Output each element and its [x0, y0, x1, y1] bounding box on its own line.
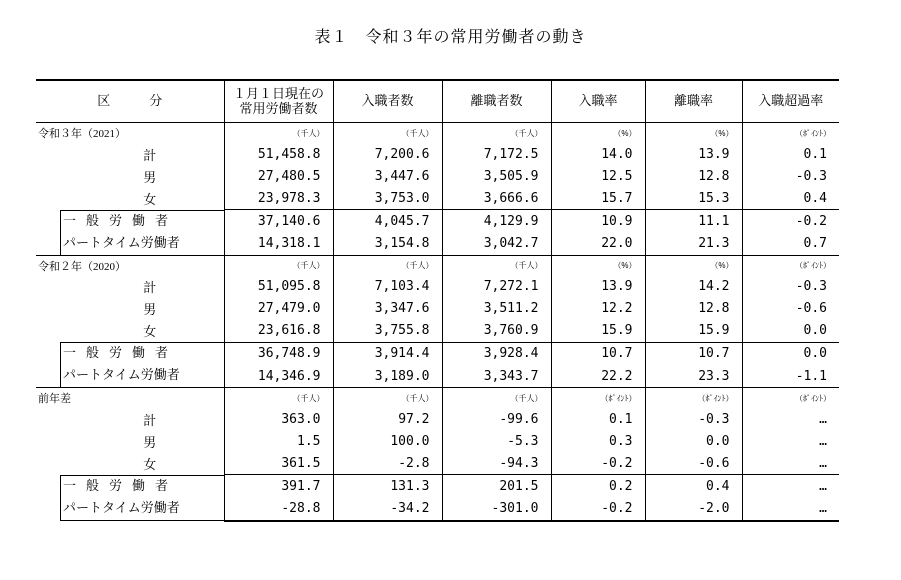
row-label [36, 210, 224, 233]
cell-value: 361.5 [224, 452, 333, 475]
table-row [36, 276, 839, 298]
unit-label: （%） [551, 123, 645, 144]
unit-label: （千人） [333, 123, 442, 144]
group-label: 令和３年（2021） [38, 128, 126, 140]
table-row [36, 365, 839, 388]
cell-value: 15.7 [551, 187, 645, 210]
cell-value: -0.3 [742, 165, 839, 187]
row-label [36, 365, 224, 388]
row-label: 男 [143, 435, 157, 451]
header-hires: 入職者数 [333, 80, 442, 123]
cell-value: -0.2 [742, 210, 839, 233]
cell-value: 7,172.5 [442, 143, 551, 165]
header-employees: １月１日現在の 常用労働者数 [224, 80, 333, 123]
row-label-text: パートタイム労働者 [60, 233, 224, 255]
cell-value: 22.0 [551, 233, 645, 256]
table-title: 表１ 令和３年の常用労働者の動き [314, 27, 587, 46]
row-label: 男 [143, 303, 157, 318]
cell-value: 3,753.0 [333, 187, 442, 210]
row-label-text: パートタイム労働者 [60, 365, 224, 387]
cell-value: 4,045.7 [333, 210, 442, 233]
row-label-text: 一般労働者 [60, 475, 224, 498]
labor-table [36, 79, 839, 522]
cell-value: -34.2 [333, 498, 442, 521]
cell-value: 15.9 [551, 320, 645, 343]
table-row [36, 475, 839, 498]
row-label: 計 [143, 281, 157, 296]
cell-value: -301.0 [442, 498, 551, 521]
row-label: 計 [143, 148, 157, 164]
cell-value: 3,447.6 [333, 165, 442, 187]
table-row [36, 187, 839, 210]
cell-value: 3,343.7 [442, 365, 551, 388]
cell-value: -1.1 [742, 365, 839, 388]
cell-value: 23,616.8 [224, 320, 333, 343]
row-label: 女 [143, 325, 157, 341]
unit-label: （ﾎﾟｲﾝﾄ） [551, 388, 645, 409]
cell-value: -28.8 [224, 498, 333, 521]
cell-value: 10.9 [551, 210, 645, 233]
cell-value: 0.1 [551, 408, 645, 430]
unit-label: （ﾎﾟｲﾝﾄ） [742, 123, 839, 144]
cell-value: -2.8 [333, 452, 442, 475]
table-row [36, 452, 839, 475]
unit-label: （千人） [333, 255, 442, 276]
cell-value: 15.9 [645, 320, 742, 343]
cell-value: -0.3 [742, 276, 839, 298]
cell-value: 3,928.4 [442, 342, 551, 365]
cell-value: -0.2 [551, 498, 645, 521]
cell-value: 0.7 [742, 233, 839, 256]
row-label [36, 233, 224, 256]
row-label: 男 [143, 170, 157, 186]
unit-label: （ﾎﾟｲﾝﾄ） [742, 255, 839, 276]
cell-value: 36,748.9 [224, 342, 333, 365]
cell-value: 0.1 [742, 143, 839, 165]
table-row [36, 408, 839, 430]
row-label: 女 [143, 192, 157, 208]
unit-label: （千人） [442, 388, 551, 409]
cell-value: 13.9 [645, 143, 742, 165]
cell-value: 363.0 [224, 408, 333, 430]
cell-value: -94.3 [442, 452, 551, 475]
cell-value: 3,760.9 [442, 320, 551, 343]
unit-row [36, 255, 839, 276]
row-label [36, 475, 224, 498]
cell-value: 14,346.9 [224, 365, 333, 388]
cell-value: 12.8 [645, 165, 742, 187]
cell-value: … [742, 498, 839, 521]
unit-label: （千人） [442, 123, 551, 144]
cell-value: … [742, 408, 839, 430]
cell-value: 0.0 [742, 342, 839, 365]
cell-value: -0.6 [742, 298, 839, 320]
cell-value: 10.7 [551, 342, 645, 365]
unit-label: （%） [645, 255, 742, 276]
cell-value: … [742, 430, 839, 452]
group-label: 前年差 [36, 388, 224, 409]
cell-value: 12.2 [551, 298, 645, 320]
header-row [36, 80, 839, 123]
cell-value: 23.3 [645, 365, 742, 388]
cell-value: 14,318.1 [224, 233, 333, 256]
cell-value: 13.9 [551, 276, 645, 298]
cell-value: 0.4 [645, 475, 742, 498]
cell-value: 3,347.6 [333, 298, 442, 320]
header-separation-rate: 離職率 [645, 80, 742, 123]
table-row [36, 165, 839, 187]
unit-row [36, 123, 839, 144]
unit-label: （ﾎﾟｲﾝﾄ） [645, 388, 742, 409]
cell-value: -0.3 [645, 408, 742, 430]
cell-value: 100.0 [333, 430, 442, 452]
row-label: 女 [143, 457, 157, 473]
unit-label: （千人） [333, 388, 442, 409]
header-excess-rate: 入職超過率 [742, 80, 839, 123]
row-label [36, 342, 224, 365]
unit-row [36, 388, 839, 409]
cell-value: 27,479.0 [224, 298, 333, 320]
row-label-text: パートタイム労働者 [60, 498, 224, 521]
unit-label: （千人） [442, 255, 551, 276]
row-label [36, 498, 224, 521]
cell-value: 14.0 [551, 143, 645, 165]
cell-value: 0.2 [551, 475, 645, 498]
row-label: 計 [143, 413, 157, 429]
table-row [36, 298, 839, 320]
cell-value: 0.0 [645, 430, 742, 452]
cell-value: -5.3 [442, 430, 551, 452]
cell-value: 7,103.4 [333, 276, 442, 298]
cell-value: 3,914.4 [333, 342, 442, 365]
cell-value: 37,140.6 [224, 210, 333, 233]
unit-label: （%） [645, 123, 742, 144]
cell-value: … [742, 475, 839, 498]
cell-value: 12.5 [551, 165, 645, 187]
table-row [36, 143, 839, 165]
row-label-text: 一般労働者 [60, 342, 224, 365]
table-row [36, 233, 839, 256]
cell-value: 0.0 [742, 320, 839, 343]
cell-value: 11.1 [645, 210, 742, 233]
cell-value: 23,978.3 [224, 187, 333, 210]
cell-value: 7,200.6 [333, 143, 442, 165]
cell-value: 3,154.8 [333, 233, 442, 256]
cell-value: 0.4 [742, 187, 839, 210]
cell-value: 4,129.9 [442, 210, 551, 233]
cell-value: 3,042.7 [442, 233, 551, 256]
cell-value: -0.2 [551, 452, 645, 475]
unit-label: （千人） [224, 255, 333, 276]
cell-value: 22.2 [551, 365, 645, 388]
cell-value: -99.6 [442, 408, 551, 430]
cell-value: 10.7 [645, 342, 742, 365]
cell-value: -0.6 [645, 452, 742, 475]
header-separations: 離職者数 [442, 80, 551, 123]
cell-value: … [742, 452, 839, 475]
unit-label: （%） [551, 255, 645, 276]
table-row [36, 342, 839, 365]
row-label-text: 一般労働者 [60, 210, 224, 233]
unit-label: （千人） [224, 123, 333, 144]
cell-value: 97.2 [333, 408, 442, 430]
cell-value: 3,189.0 [333, 365, 442, 388]
header-hire-rate: 入職率 [551, 80, 645, 123]
cell-value: 131.3 [333, 475, 442, 498]
table-row [36, 430, 839, 452]
cell-value: 3,755.8 [333, 320, 442, 343]
cell-value: 12.8 [645, 298, 742, 320]
cell-value: 201.5 [442, 475, 551, 498]
cell-value: 7,272.1 [442, 276, 551, 298]
table-row [36, 210, 839, 233]
unit-label: （ﾎﾟｲﾝﾄ） [742, 388, 839, 409]
table-row [36, 320, 839, 343]
cell-value: 15.3 [645, 187, 742, 210]
cell-value: 51,095.8 [224, 276, 333, 298]
group-label: 令和２年（2020） [36, 255, 224, 276]
cell-value: 0.3 [551, 430, 645, 452]
table-row [36, 498, 839, 521]
cell-value: -2.0 [645, 498, 742, 521]
header-category: 区 分 [36, 80, 224, 123]
cell-value: 3,666.6 [442, 187, 551, 210]
cell-value: 391.7 [224, 475, 333, 498]
cell-value: 14.2 [645, 276, 742, 298]
cell-value: 1.5 [224, 430, 333, 452]
cell-value: 27,480.5 [224, 165, 333, 187]
cell-value: 21.3 [645, 233, 742, 256]
unit-label: （千人） [224, 388, 333, 409]
cell-value: 51,458.8 [224, 143, 333, 165]
cell-value: 3,511.2 [442, 298, 551, 320]
cell-value: 3,505.9 [442, 165, 551, 187]
